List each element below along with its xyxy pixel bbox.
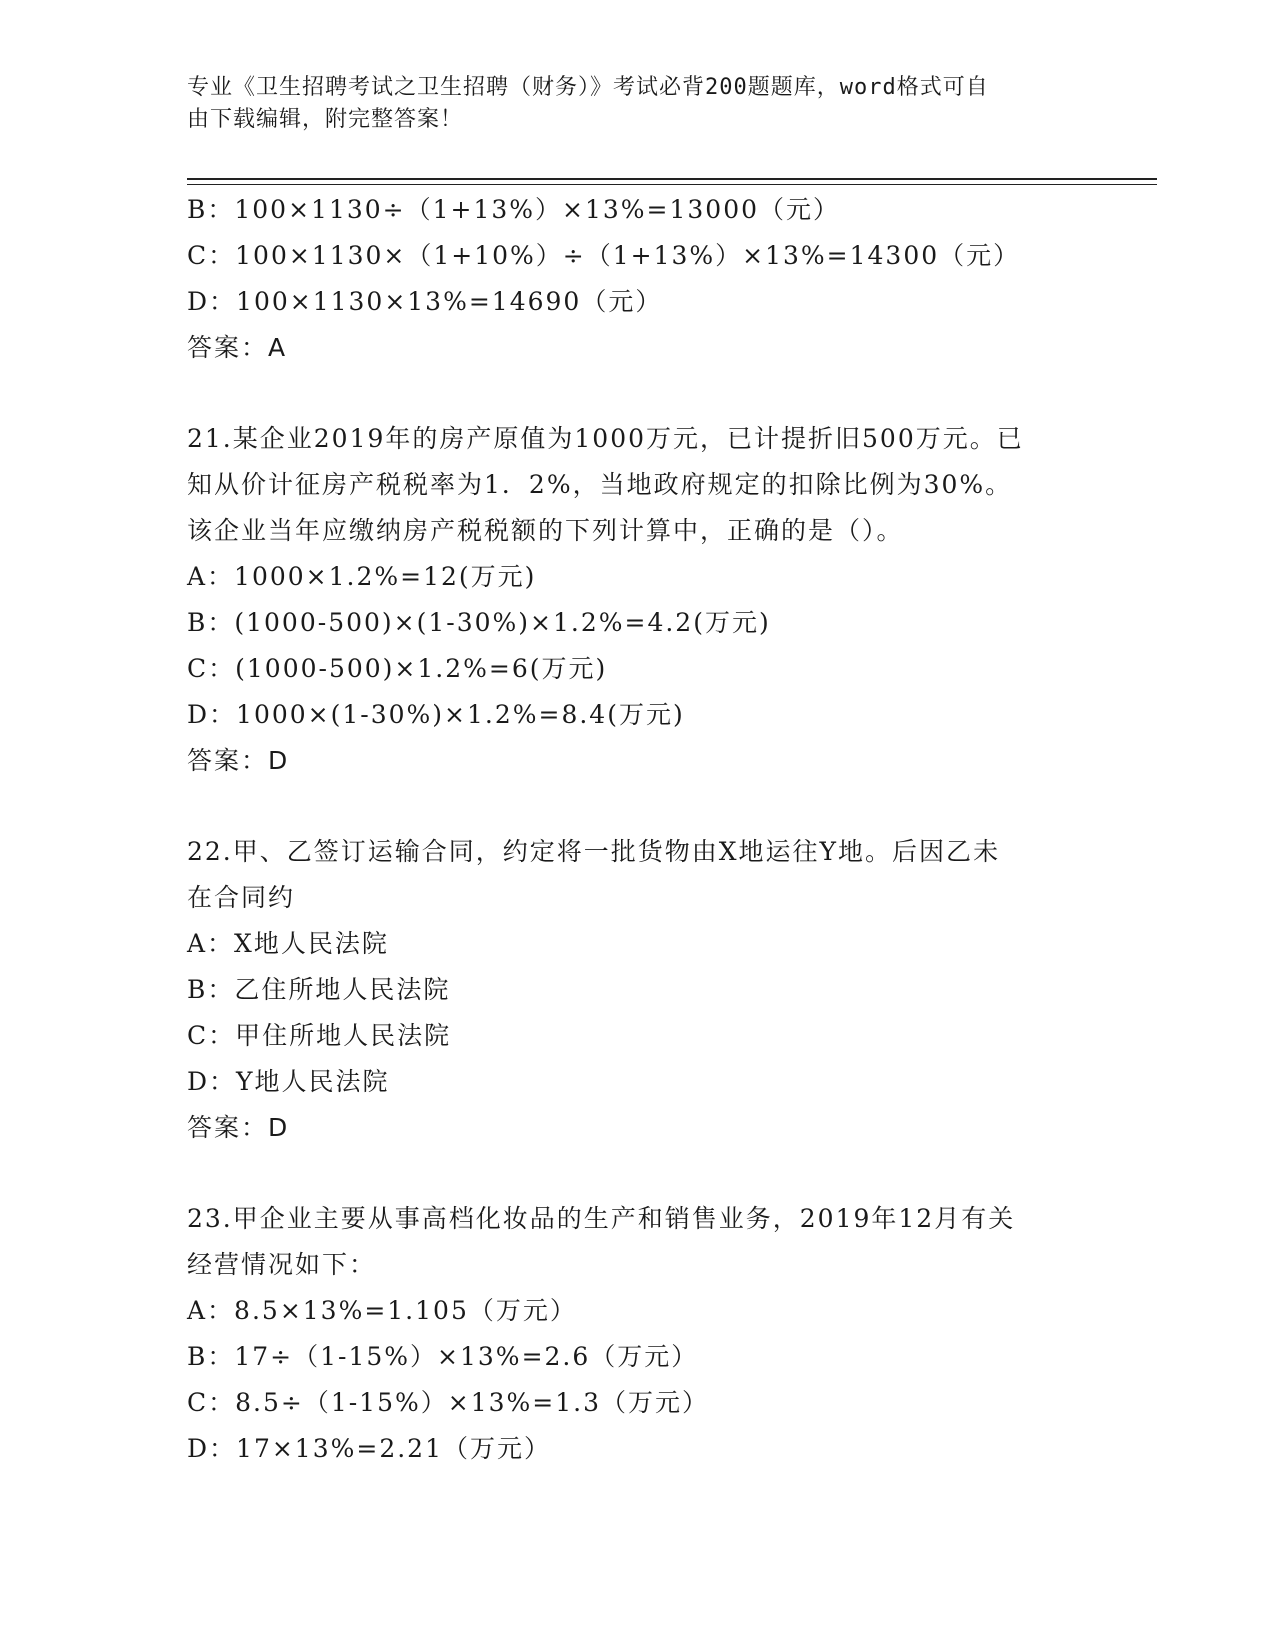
q22-option-c: C：甲住所地人民法院 <box>187 1021 452 1050</box>
q20-option-d: D：100×1130×13%=14690（元） <box>187 287 663 316</box>
q22-stem-line-1: 22.甲、乙签订运输合同，约定将一批货物由X地运往Y地。后因乙未 <box>187 837 1001 866</box>
q21-option-d: D：1000×(1-30%)×1.2%=8.4(万元) <box>187 700 685 729</box>
q20-answer: 答案：A <box>187 333 288 362</box>
q22-stem-line-2: 在合同约 <box>187 883 296 912</box>
q20-option-b: B：100×1130÷（1+13%）×13%=13000（元） <box>187 195 841 224</box>
q22-option-d: D：Y地人民法院 <box>187 1067 390 1096</box>
document-header <box>187 72 1067 136</box>
question-23-block <box>187 1196 1087 1472</box>
q21-option-b: B：(1000-500)×(1-30%)×1.2%=4.2(万元) <box>187 608 771 637</box>
q21-option-c: C：(1000-500)×1.2%=6(万元) <box>187 654 608 683</box>
question-content <box>187 187 1087 1472</box>
q22-option-a: A：X地人民法院 <box>187 929 389 958</box>
q23-stem-line-2: 经营情况如下： <box>187 1250 377 1279</box>
q22-answer: 答案：D <box>187 1113 290 1142</box>
q21-stem-line-3: 该企业当年应缴纳房产税税额的下列计算中，正确的是（）。 <box>187 516 904 545</box>
q23-option-a: A：8.5×13%=1.105（万元） <box>187 1296 577 1325</box>
q20-option-c: C：100×1130×（1+10%）÷（1+13%）×13%=14300（元） <box>187 241 1021 270</box>
header-line-1: 专业《卫生招聘考试之卫生招聘（财务）》考试必背200题题库，word格式可自 <box>187 75 989 100</box>
q22-option-b: B：乙住所地人民法院 <box>187 975 451 1004</box>
q23-option-d: D：17×13%=2.21（万元） <box>187 1434 551 1463</box>
question-22-block <box>187 829 1087 1151</box>
q21-stem-line-2: 知从价计征房产税税率为1．2%，当地政府规定的扣除比例为30%。 <box>187 470 1013 499</box>
question-20-block <box>187 187 1087 371</box>
header-line-2: 由下载编辑，附完整答案！ <box>187 107 464 132</box>
spacer <box>187 1151 1087 1196</box>
q23-option-b: B：17÷（1-15%）×13%=2.6（万元） <box>187 1342 699 1371</box>
q23-option-c: C：8.5÷（1-15%）×13%=1.3（万元） <box>187 1388 709 1417</box>
header-divider-thick <box>187 178 1157 180</box>
q21-answer: 答案：D <box>187 746 290 775</box>
spacer <box>187 371 1087 416</box>
spacer <box>187 784 1087 829</box>
question-21-block <box>187 416 1087 784</box>
header-divider-thin <box>187 184 1157 185</box>
q21-stem-line-1: 21.某企业2019年的房产原值为1000万元，已计提折旧500万元。已 <box>187 424 1024 453</box>
q21-option-a: A：1000×1.2%=12(万元) <box>187 562 537 591</box>
q23-stem-line-1: 23.甲企业主要从事高档化妆品的生产和销售业务，2019年12月有关 <box>187 1204 1016 1233</box>
